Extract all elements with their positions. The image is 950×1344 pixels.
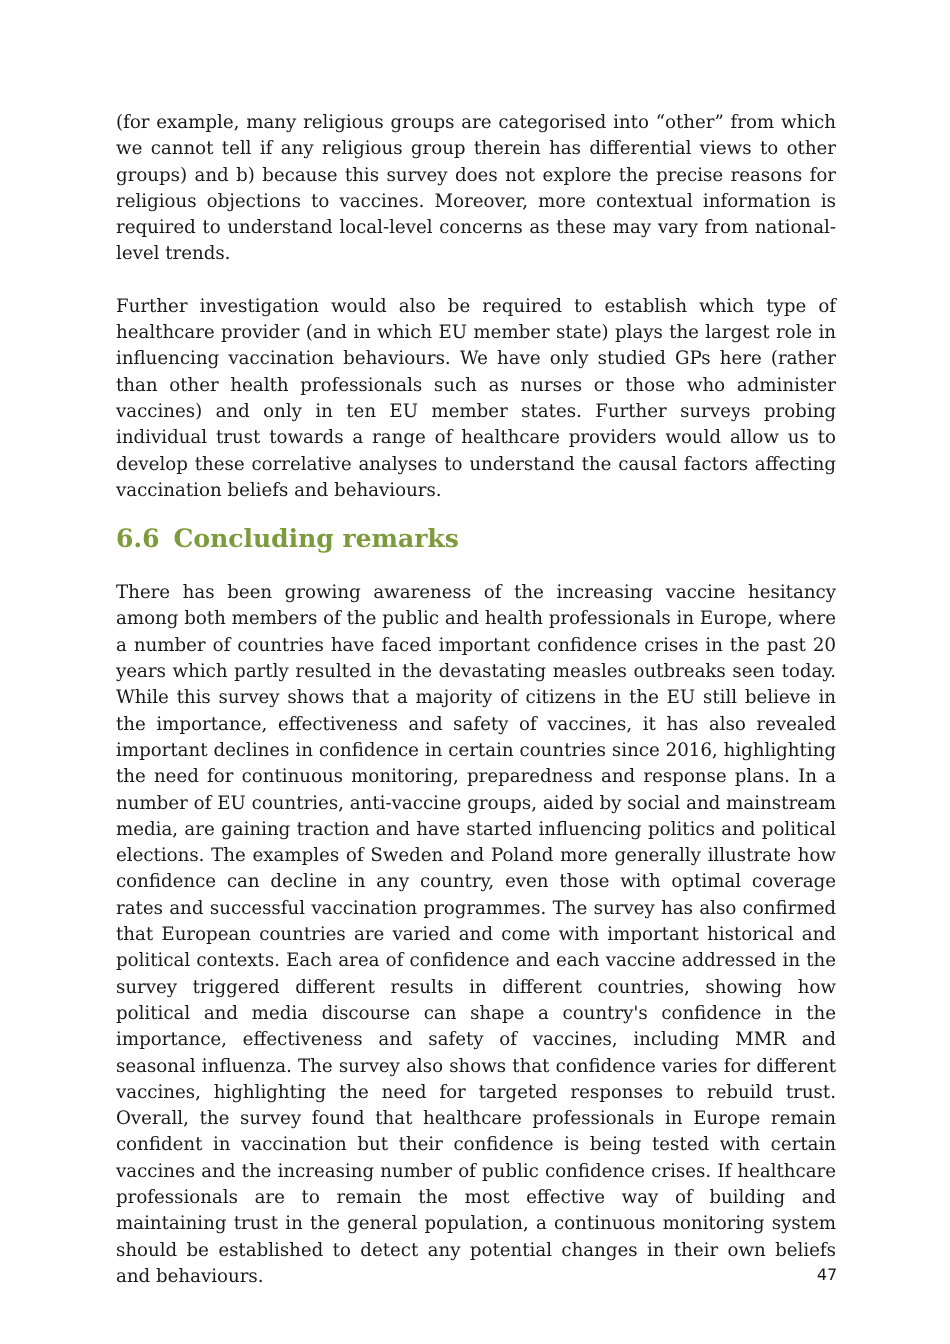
section-number: 6.6 bbox=[116, 524, 160, 554]
document-body bbox=[116, 110, 836, 1290]
section-heading bbox=[116, 522, 836, 556]
page-number: 47 bbox=[816, 1265, 838, 1284]
paragraph-religious-groups: (for example, many religious groups are categorised into “other” from which we cannot tell if any religious group therein has differential views to other groups) and b) because this survey does not explore the precise reasons for religious objections to vaccines. Moreover, more contextual information is required to understand local-level concerns as these may vary from national-level trends. bbox=[116, 112, 836, 265]
section-title: Concluding remarks bbox=[173, 524, 459, 554]
paragraph-further-investigation: Further investigation would also be required to establish which type of healthcare provider (and in which EU member state) plays the largest role in influencing vaccination behaviours. We have only studied GPs here (rather than other health professionals such as nurses or those who administer vaccines) and only in ten EU member states. Further surveys probing individual trust towards a range of healthcare providers would allow us to develop these correlative analyses to understand the causal factors affecting vaccination beliefs and behaviours. bbox=[116, 295, 836, 501]
paragraph-concluding-remarks: There has been growing awareness of the increasing vaccine hesitancy among both members of the public and health professionals in Europe, where a number of countries have faced important confidence crises in the past 20 years which partly resulted in the devastating measles outbreaks seen today. While this survey shows that a majority of citizens in the EU still believe in the importance, effectiveness and safety of vaccines, it has also revealed important declines in confidence in certain countries since 2016, highlighting the need for continuous monitoring, preparedness and response plans. In a number of EU countries, anti-vaccine groups, aided by social and mainstream media, are gaining traction and have started influencing politics and political elections. The examples of Sweden and Poland more generally illustrate how confidence can decline in any country, even those with optimal coverage rates and successful vaccination programmes. The survey has also confirmed that European countries are varied and come with important historical and political contexts. Each area of confidence and each vaccine addressed in the survey triggered different results in different countries, showing how political and media discourse can shape a country's confidence in the importance, effectiveness and safety of vaccines, including MMR and seasonal influenza. The survey also shows that confidence varies for different vaccines, highlighting the need for targeted responses to rebuild trust. Overall, the survey found that healthcare professionals in Europe remain confident in vaccination but their confidence is being tested with certain vaccines and the increasing number of public confidence crises. If healthcare professionals are to remain the most effective way of building and maintaining trust in the general population, a continuous monitoring system should be established to detect any potential changes in their own beliefs and behaviours. bbox=[116, 582, 836, 1287]
